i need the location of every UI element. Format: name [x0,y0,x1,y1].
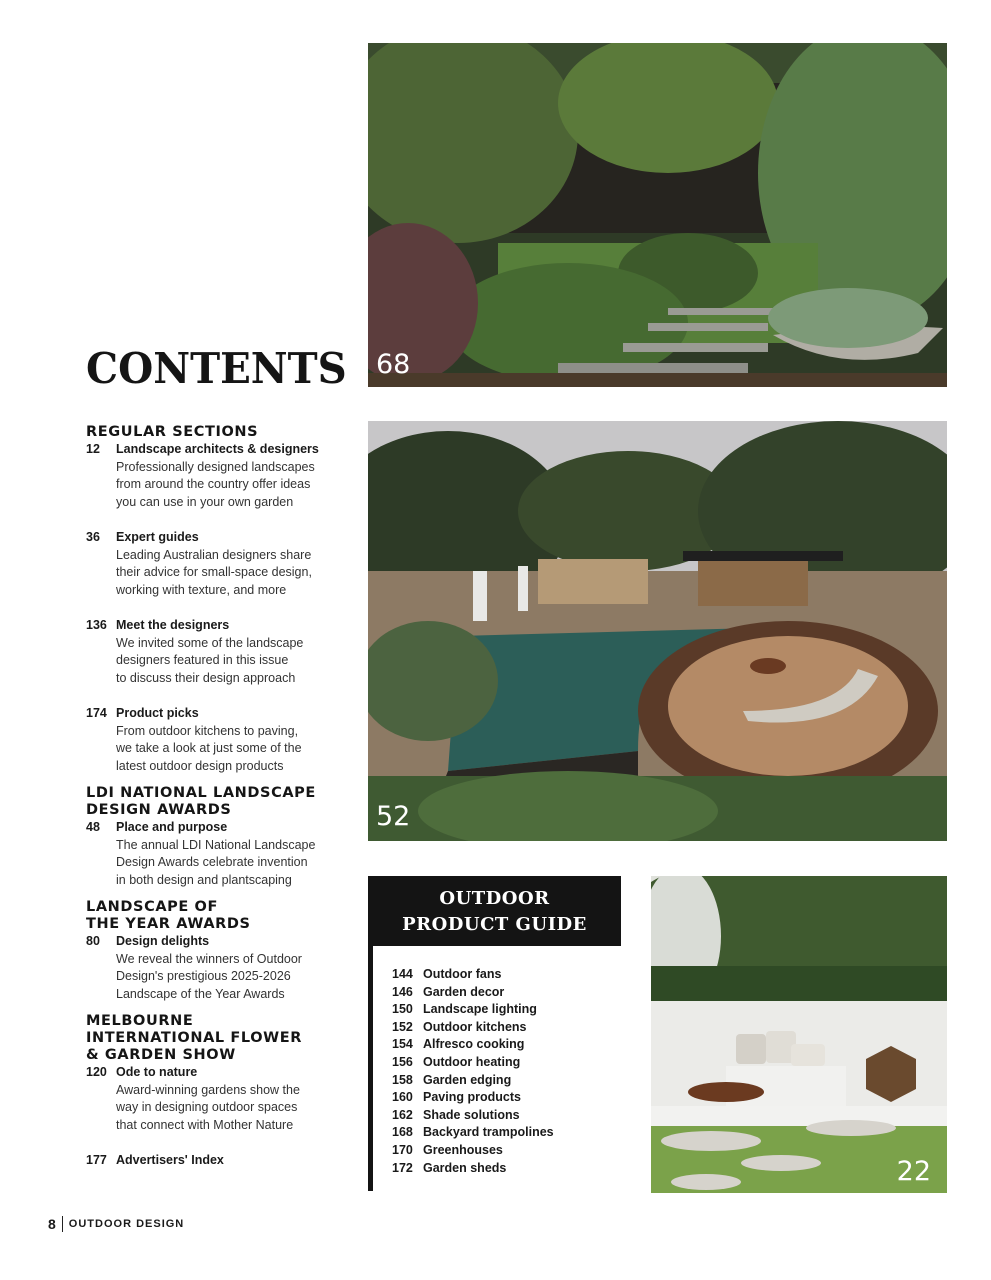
contents-entry[interactable] [86,819,326,889]
guide-item[interactable]: 144 Outdoor fans [392,967,502,981]
guide-item[interactable]: 146 Garden decor [392,984,505,999]
section-heading: REGULAR SECTIONS [86,424,259,440]
entry-title: Design delights [116,934,210,948]
product-guide-list [392,966,622,1177]
entry-title: Place and purpose [116,820,228,834]
guide-item[interactable]: 156 Outdoor heating [392,1054,521,1069]
entry-title: Advertisers' Index [116,1153,224,1167]
page-footer [48,1216,184,1232]
contents-entry[interactable] [86,933,326,1003]
contents-entry[interactable] [86,705,326,775]
section-heading: LDI NATIONAL LANDSCAPE DESIGN AWARDS [86,785,316,818]
entry-page-number: 136 [86,618,107,632]
product-guide-heading: OUTDOOR PRODUCT GUIDE [368,876,621,946]
entry-description: We reveal the winners of Outdoor Design's prestigious 2025-2026 Landscape of the Year Awards [116,951,302,1001]
entry-description: From outdoor kitchens to paving, we take a look at just some of the latest outdoor design products [116,723,302,773]
advertisers-index-entry[interactable] [86,1152,326,1170]
contents-entry[interactable] [86,1064,326,1134]
entry-page-number: 120 [86,1065,107,1079]
entry-description: The annual LDI National Landscape Design Awards celebrate invention in both design and plantscaping [116,837,316,887]
guide-item[interactable]: 158 Garden edging [392,1072,512,1087]
entry-title: Meet the designers [116,618,230,632]
courtyard-firepit-photo [651,876,947,1193]
guide-item[interactable]: 152 Outdoor kitchens [392,1019,527,1034]
pool-garden-photo [368,421,947,841]
entry-title: Expert guides [116,530,199,544]
section-heading: LANDSCAPE OF THE YEAR AWARDS [86,899,251,932]
guide-item[interactable]: 168 Backyard trampolines [392,1125,554,1140]
contents-entry[interactable] [86,617,326,687]
guide-divider [368,946,373,1191]
folio-number: 8 [48,1216,56,1232]
page-title: CONTENTS [86,344,347,393]
photo-page-number: 22 [896,1156,931,1187]
entry-title: Landscape architects & designers [116,442,319,456]
entry-page-number: 36 [86,530,100,544]
entry-title: Ode to nature [116,1065,198,1079]
magazine-name: OUTDOOR DESIGN [68,1218,185,1230]
entry-page-number: 80 [86,934,100,948]
entry-title: Product picks [116,706,199,720]
contents-entry[interactable] [86,529,326,599]
entry-page-number: 48 [86,820,100,834]
section-heading: MELBOURNE INTERNATIONAL FLOWER & GARDEN SHOW [86,1013,302,1063]
guide-item[interactable]: 162 Shade solutions [392,1107,520,1122]
entry-page-number: 174 [86,706,107,720]
contents-list [86,424,326,1170]
entry-description: Award-winning gardens show the way in designing outdoor spaces that connect with Mother Nature [116,1082,300,1132]
guide-item[interactable]: 154 Alfresco cooking [392,1037,525,1052]
entry-description: We invited some of the landscape designers featured in this issue to discuss their design approach [116,635,304,685]
entry-page-number: 12 [86,442,100,456]
entry-description: Leading Australian designers share their advice for small-space design, working with texture, and more [116,547,312,597]
contents-entry[interactable] [86,441,326,511]
guide-item[interactable]: 170 Greenhouses [392,1142,503,1157]
garden-path-photo [368,43,947,387]
guide-item[interactable]: 150 Landscape lighting [392,1002,537,1017]
photo-page-number: 68 [376,349,411,380]
folio-divider [62,1216,63,1232]
entry-description: Professionally designed landscapes from around the country offer ideas you can use in your own garden [116,459,315,509]
entry-page-number: 177 [86,1153,107,1167]
guide-item[interactable]: 172 Garden sheds [392,1160,507,1175]
guide-item[interactable]: 160 Paving products [392,1090,521,1105]
photo-page-number: 52 [376,801,411,832]
